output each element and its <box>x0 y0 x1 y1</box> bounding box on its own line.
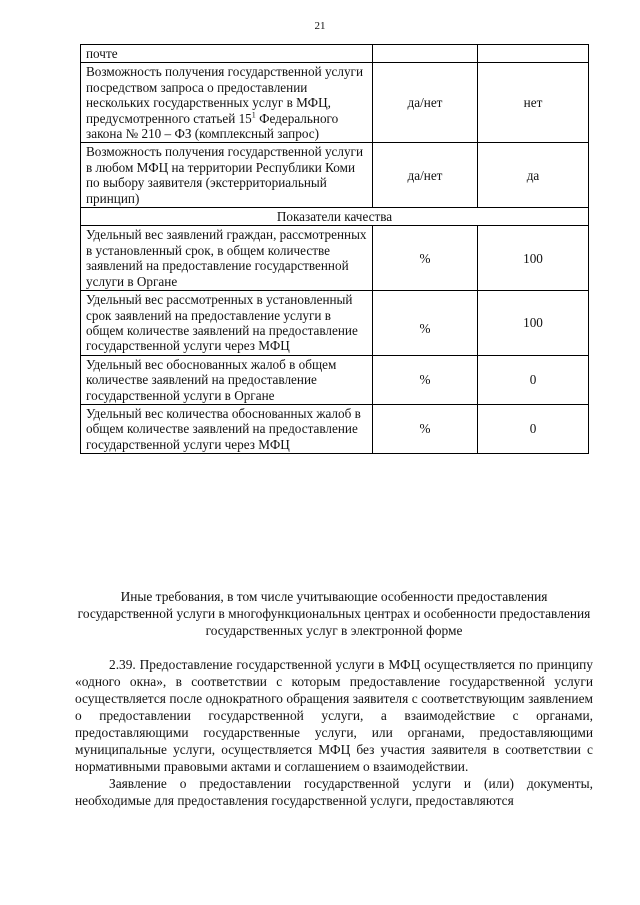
indicator-name: Удельный вес обоснованных жалоб в общем количестве заявлений на предоставление государственной услуги в Органе <box>81 355 373 404</box>
table-row <box>81 143 589 208</box>
unit-cell: % <box>373 226 478 291</box>
section-heading: Иные требования, в том числе учитывающие особенности предоставления государственной услуги в многофункциональных центрах и особенности предоставления государственных услуг в электронной форме <box>77 589 591 638</box>
value-cell: 0 <box>478 355 589 404</box>
unit-cell: % <box>373 291 478 356</box>
table-row <box>81 404 589 453</box>
indicator-name: Удельный вес заявлений граждан, рассмотренных в установленный срок, в общем количестве заявлений на предоставление государственной услуги в Органе <box>81 226 373 291</box>
requirements-table <box>80 44 589 454</box>
unit-cell: да/нет <box>373 63 478 143</box>
indicator-name: почте <box>81 45 373 63</box>
value-cell <box>478 45 589 63</box>
unit-cell: % <box>373 404 478 453</box>
value-cell: 100 <box>478 291 589 356</box>
indicator-name: Возможность получения государственной услуги в любом МФЦ на территории Республики Коми по выбору заявителя (экстерриториальный принцип) <box>81 143 373 208</box>
table-section-row <box>81 208 589 226</box>
table-row <box>81 226 589 291</box>
page-number: 21 <box>314 20 326 32</box>
section-title: Показатели качества <box>81 208 589 226</box>
table-row <box>81 355 589 404</box>
table-row <box>81 63 589 143</box>
body-text <box>75 656 593 809</box>
indicator-text: Федерального закона № 210 – ФЗ (комплексный запрос) <box>86 110 339 142</box>
paragraph: Заявление о предоставлении государственной услуги и (или) документы, необходимые для предоставления государственной услуги, предоставляются <box>75 776 593 808</box>
indicator-name: Удельный вес количества обоснованных жалоб в общем количестве заявлений на предоставление государственной услуги через МФЦ <box>81 404 373 453</box>
indicator-name: Удельный вес рассмотренных в установленный срок заявлений на предоставление услуги в общем количестве заявлений на предоставление государственной услуги через МФЦ <box>81 291 373 356</box>
unit-cell <box>373 45 478 63</box>
indicator-text: Возможность получения государственной услуги посредством запроса о предоставлении нескольких государственных услуг в МФЦ, предусмотренного статьей 15 <box>86 64 364 126</box>
unit-cell: % <box>373 355 478 404</box>
value-cell: 0 <box>478 404 589 453</box>
paragraph: 2.39. Предоставление государственной услуги в МФЦ осуществляется по принципу «одного окна», в соответствии с которым предоставление государственной услуги осуществляется после однократного обращения заявителя с соответствующим заявлением о предоставлении государственной услуги, а взаимодействие с органами, предоставляющими государственные услуги, или органами, предоставляющими муниципальные услуги, осуществляется МФЦ без участия заявителя в соответствии с нормативными правовыми актами и соглашением о взаимодействии. <box>75 657 593 774</box>
table-row <box>81 45 589 63</box>
value-cell: нет <box>478 63 589 143</box>
table-row <box>81 291 589 356</box>
value-cell: 100 <box>478 226 589 291</box>
indicator-name <box>81 63 373 143</box>
value-cell: да <box>478 143 589 208</box>
unit-cell: да/нет <box>373 143 478 208</box>
superscript: 1 <box>251 110 256 120</box>
